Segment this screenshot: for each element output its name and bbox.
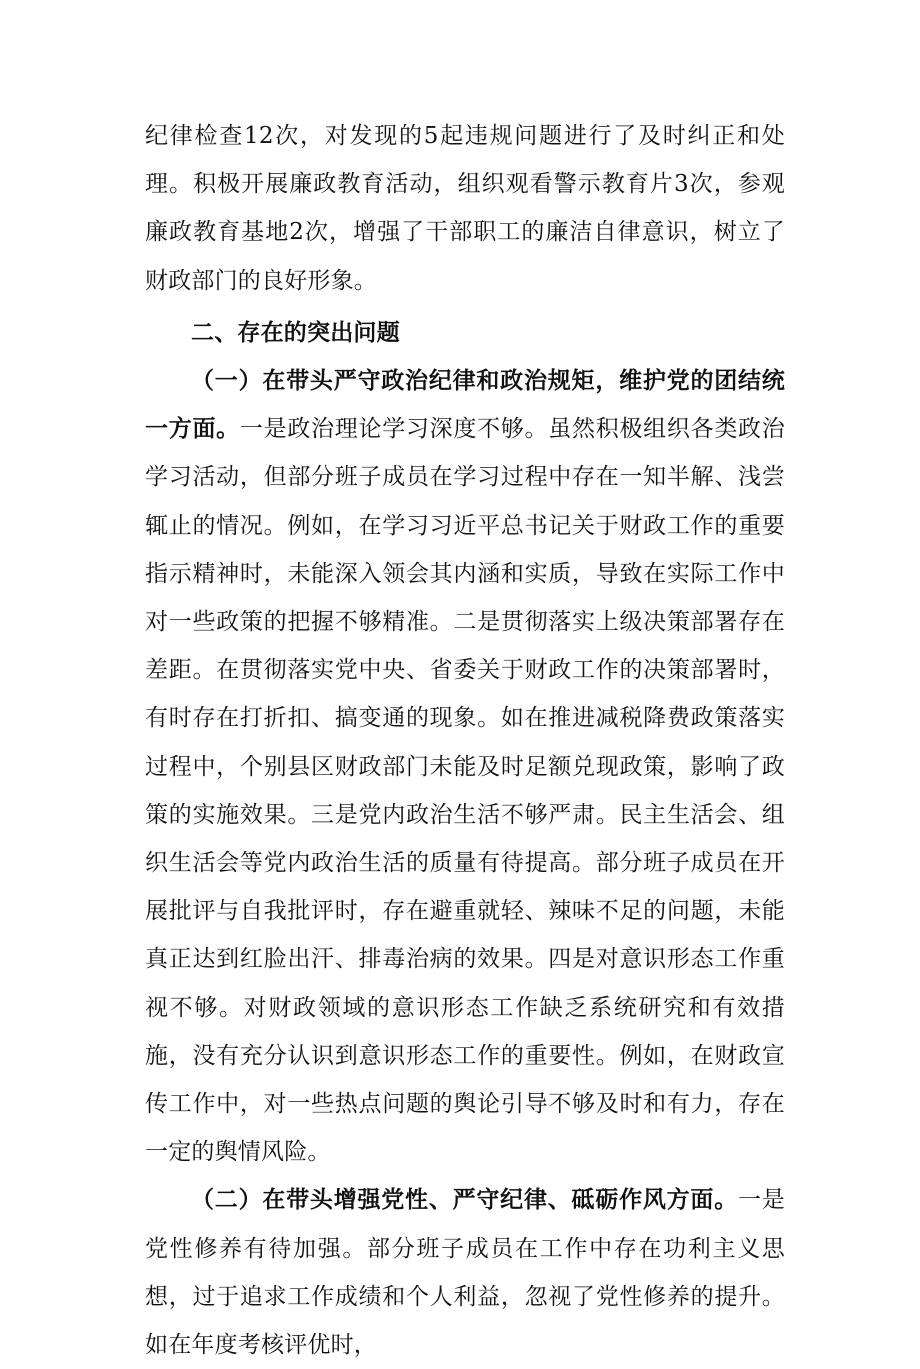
document-page bbox=[145, 112, 785, 1369]
section-heading: 二、存在的突出问题 bbox=[191, 318, 400, 346]
paragraph-section-1 bbox=[145, 357, 785, 1176]
section-1-body: 一是政治理论学习深度不够。虽然积极组织各类政治学习活动，但部分班子成员在学习过程中存在一知半解、浅尝辄止的情况。例如，在学习习近平总书记关于财政工作的重要指示精神时，未能深入领会其内涵和实质，导致在实际工作中对一些政策的把握不够精准。二是贯彻落实上级决策部署存在差距。在贯彻落实党中央、省委关于财政工作的决策部署时，有时存在打折扣、搞变通的现象。如在推进减税降费政策落实过程中，个别县区财政部门未能及时足额兑现政策，影响了政策的实施效果。三是党内政治生活不够严肃。民主生活会、组织生活会等党内政治生活的质量有待提高。部分班子成员在开展批评与自我批评时，存在避重就轻、辣味不足的问题，未能真正达到红脸出汗、排毒治病的效果。四是对意识形态工作重视不够。对财政领域的意识形态工作缺乏系统研究和有效措施，没有充分认识到意识形态工作的重要性。例如，在财政宣传工作中，对一些热点问题的舆论引导不够及时和有力，存在一定的舆情风险。 bbox=[145, 416, 785, 1166]
paragraph-intro: 纪律检查12次，对发现的5起违规问题进行了及时纠正和处理。积极开展廉政教育活动，组织观看警示教育片3次，参观廉政教育基地2次，增强了干部职工的廉洁自律意识，树立了财政部门的良好形象。 bbox=[145, 123, 785, 294]
section-1-title: （一）在带头严守政治纪律和政治规矩，维护党的团结统一方面。 bbox=[145, 367, 785, 443]
section-2-title: （二）在带头增强党性、严守纪律、砥砺作风方面。 bbox=[191, 1186, 739, 1214]
section-2-body: 一是党性修养有待加强。部分班子成员在工作中存在功利主义思想，过于追求工作成绩和个人利益，忽视了党性修养的提升。如在年度考核评优时， bbox=[145, 1187, 785, 1359]
paragraph-section-2 bbox=[145, 1176, 785, 1369]
